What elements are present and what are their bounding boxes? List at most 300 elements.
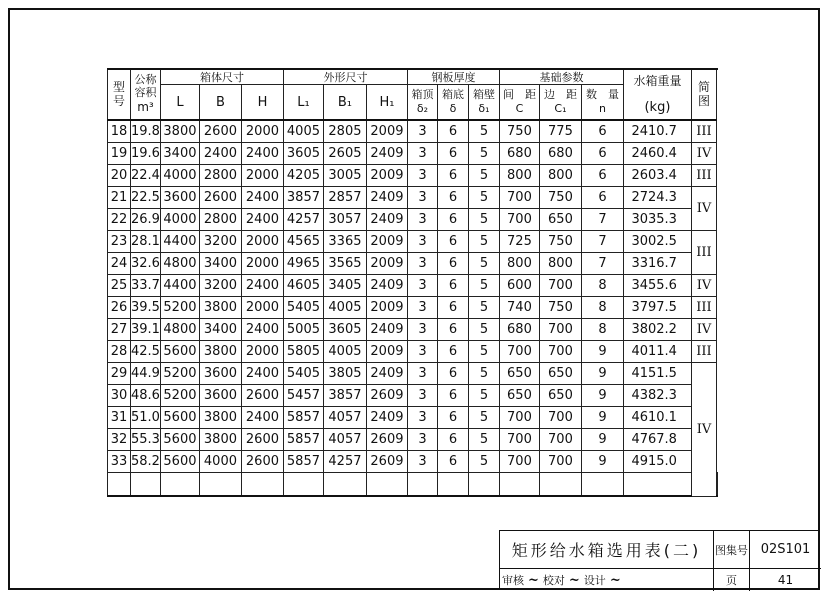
cell-L1: 5405 [283,363,323,385]
cell-w: 3316.7 [623,253,691,275]
cell-n: 9 [581,429,623,451]
header-volume: 公称容积 m³ [131,69,161,120]
cell-d1: 5 [468,407,499,429]
cell-d2: 3 [407,165,437,187]
header-box-dimensions: 箱体尺寸 [160,69,283,85]
cell-B: 3800 [199,341,241,363]
cell-d2: 3 [407,363,437,385]
header-weight: 水箱重量 (kg) [623,69,691,120]
cell-B1: 3405 [323,275,366,297]
cell-C1: 750 [539,187,581,209]
header-plate-thickness: 钢板厚度 [407,69,499,85]
cell-L1: 4605 [283,275,323,297]
cell-w: 3802.2 [623,319,691,341]
cell-H1: 2409 [366,407,407,429]
cell-no: 21 [108,187,131,209]
cell-B1: 3005 [323,165,366,187]
cell-B1: 2857 [323,187,366,209]
cell-w: 4011.4 [623,341,691,363]
table-row [108,429,718,451]
cell-no: 33 [108,451,131,473]
cell-B: 3200 [199,275,241,297]
cell-n: 6 [581,165,623,187]
cell-d2: 3 [407,209,437,231]
cell-L: 5200 [160,297,199,319]
cell-no: 20 [108,165,131,187]
cell-C: 700 [499,451,539,473]
cell-vol: 19.6 [131,143,161,165]
cell-L1: 5405 [283,297,323,319]
cell-B1: 3857 [323,385,366,407]
cell-L1: 4005 [283,120,323,143]
cell-d: 6 [437,275,468,297]
cell-H1: 2009 [366,253,407,275]
cell-d: 6 [437,143,468,165]
cell-w: 4767.8 [623,429,691,451]
cell-n: 7 [581,253,623,275]
cell-w: 4151.5 [623,363,691,385]
cell-d: 6 [437,407,468,429]
atlas-label: 图集号 [714,531,750,569]
cell-B: 3800 [199,429,241,451]
table-row [108,120,718,143]
header-spacing: 间 距 C [499,85,539,121]
header-bottom-plate: 箱底 δ [437,85,468,121]
cell-B1: 4005 [323,341,366,363]
proof-signature: ~ [568,572,580,588]
empty-cell [437,473,468,497]
empty-cell [131,473,161,497]
sheet-title: 矩形给水箱选用表(二) [500,531,714,569]
header-wall-plate: 箱壁 δ₁ [468,85,499,121]
cell-diagram: IV [691,275,716,297]
cell-H: 2000 [241,341,283,363]
empty-cell [468,473,499,497]
cell-d1: 5 [468,120,499,143]
cell-H: 2600 [241,385,283,407]
table-row [108,231,718,253]
cell-B1: 3605 [323,319,366,341]
cell-d2: 3 [407,429,437,451]
cell-vol: 32.6 [131,253,161,275]
cell-d: 6 [437,209,468,231]
cell-vol: 51.0 [131,407,161,429]
cell-diagram: IV [691,319,716,341]
cell-w: 3035.3 [623,209,691,231]
header-B1: B₁ [323,85,366,121]
cell-C: 700 [499,407,539,429]
cell-L: 4000 [160,165,199,187]
design-signature: ~ [609,572,621,588]
cell-B: 2400 [199,143,241,165]
cell-diagram: IV [691,143,716,165]
cell-w: 4382.3 [623,385,691,407]
cell-H: 2400 [241,187,283,209]
cell-L1: 5457 [283,385,323,407]
cell-vol: 39.5 [131,297,161,319]
cell-B: 3600 [199,363,241,385]
cell-B1: 3565 [323,253,366,275]
cell-diagram: III [691,341,716,363]
table-row [108,187,718,209]
cell-d1: 5 [468,275,499,297]
page-number: 41 [777,573,794,587]
cell-C: 680 [499,319,539,341]
cell-d: 6 [437,297,468,319]
cell-d: 6 [437,385,468,407]
empty-row [108,473,718,497]
empty-cell [241,473,283,497]
review-signature: ~ [528,572,539,588]
header-outer-dimensions: 外形尺寸 [283,69,407,85]
cell-C: 800 [499,165,539,187]
cell-L: 4400 [160,231,199,253]
cell-B: 3800 [199,297,241,319]
cell-d2: 3 [407,385,437,407]
cell-C1: 775 [539,120,581,143]
cell-no: 31 [108,407,131,429]
cell-diagram: IV [691,187,716,231]
cell-C1: 700 [539,275,581,297]
proof-label: 校对 [542,574,565,587]
page-label: 页 [714,569,750,591]
table-row [108,385,718,407]
cell-H: 2000 [241,165,283,187]
cell-C: 650 [499,363,539,385]
cell-B: 2800 [199,209,241,231]
cell-d1: 5 [468,363,499,385]
cell-L1: 3605 [283,143,323,165]
cell-C: 700 [499,429,539,451]
cell-B: 2800 [199,165,241,187]
empty-cell [623,473,691,497]
cell-L1: 5857 [283,451,323,473]
cell-d1: 5 [468,165,499,187]
empty-cell [283,473,323,497]
cell-no: 24 [108,253,131,275]
cell-no: 26 [108,297,131,319]
table-row [108,451,718,473]
cell-diagram: III [691,297,716,319]
cell-n: 9 [581,385,623,407]
cell-B: 3200 [199,231,241,253]
table-row [108,297,718,319]
cell-B1: 2805 [323,120,366,143]
table-row [108,407,718,429]
cell-n: 9 [581,451,623,473]
cell-no: 32 [108,429,131,451]
table-row [108,209,718,231]
cell-vol: 39.1 [131,319,161,341]
cell-w: 4915.0 [623,451,691,473]
cell-no: 22 [108,209,131,231]
cell-H1: 2009 [366,120,407,143]
cell-L1: 4257 [283,209,323,231]
cell-L: 5600 [160,407,199,429]
cell-H: 2400 [241,363,283,385]
cell-d1: 5 [468,209,499,231]
cell-d: 6 [437,363,468,385]
cell-C1: 700 [539,341,581,363]
cell-L1: 4565 [283,231,323,253]
header-L1: L₁ [283,85,323,121]
cell-C: 750 [499,120,539,143]
cell-L1: 5857 [283,429,323,451]
cell-d2: 3 [407,297,437,319]
cell-d1: 5 [468,297,499,319]
cell-vol: 55.3 [131,429,161,451]
empty-cell [108,473,131,497]
cell-H1: 2409 [366,319,407,341]
header-foundation-params: 基础参数 [499,69,623,85]
cell-B: 3800 [199,407,241,429]
cell-d: 6 [437,341,468,363]
cell-diagram: III [691,165,716,187]
cell-vol: 42.5 [131,341,161,363]
cell-L1: 5857 [283,407,323,429]
cell-d: 6 [437,429,468,451]
cell-H: 2000 [241,231,283,253]
cell-n: 6 [581,187,623,209]
cell-B1: 2605 [323,143,366,165]
cell-C1: 650 [539,209,581,231]
cell-C: 600 [499,275,539,297]
cell-H1: 2409 [366,275,407,297]
cell-L: 4400 [160,275,199,297]
cell-H1: 2009 [366,231,407,253]
header-H1: H₁ [366,85,407,121]
cell-H: 2400 [241,209,283,231]
cell-B1: 4057 [323,429,366,451]
cell-C: 700 [499,209,539,231]
cell-H: 2600 [241,429,283,451]
cell-diagram: III [691,120,716,143]
cell-C1: 750 [539,297,581,319]
cell-H1: 2609 [366,429,407,451]
cell-H1: 2009 [366,165,407,187]
cell-C: 800 [499,253,539,275]
cell-w: 2603.4 [623,165,691,187]
cell-d2: 3 [407,187,437,209]
cell-L1: 4965 [283,253,323,275]
header-type-no: 型号 [108,69,131,120]
cell-d: 6 [437,231,468,253]
cell-C1: 650 [539,385,581,407]
cell-vol: 58.2 [131,451,161,473]
cell-d1: 5 [468,341,499,363]
atlas-number: 02S101 [750,531,821,569]
cell-n: 9 [581,407,623,429]
cell-C1: 700 [539,429,581,451]
cell-H: 2000 [241,253,283,275]
header-L: L [160,85,199,121]
header-diagram: 简图 [691,69,716,120]
cell-C: 740 [499,297,539,319]
cell-L: 4000 [160,209,199,231]
cell-L: 3400 [160,143,199,165]
cell-L: 5600 [160,429,199,451]
cell-no: 19 [108,143,131,165]
cell-d2: 3 [407,143,437,165]
approval-row [500,569,714,591]
cell-vol: 19.8 [131,120,161,143]
cell-L1: 3857 [283,187,323,209]
cell-d: 6 [437,165,468,187]
cell-no: 30 [108,385,131,407]
cell-no: 27 [108,319,131,341]
cell-B: 3400 [199,319,241,341]
cell-n: 6 [581,143,623,165]
cell-B: 3400 [199,253,241,275]
cell-d1: 5 [468,429,499,451]
cell-H1: 2409 [366,209,407,231]
cell-L: 4800 [160,253,199,275]
cell-L: 3800 [160,120,199,143]
empty-cell [499,473,539,497]
cell-d1: 5 [468,385,499,407]
table-row [108,275,718,297]
cell-L: 5600 [160,341,199,363]
cell-H1: 2609 [366,451,407,473]
table-row [108,341,718,363]
cell-n: 8 [581,275,623,297]
header-quantity: 数 量 n [581,85,623,121]
cell-d1: 5 [468,187,499,209]
cell-H1: 2409 [366,187,407,209]
cell-B1: 3057 [323,209,366,231]
empty-cell [581,473,623,497]
cell-n: 6 [581,120,623,143]
cell-H: 2600 [241,451,283,473]
cell-H: 2400 [241,275,283,297]
cell-vol: 22.4 [131,165,161,187]
cell-C: 680 [499,143,539,165]
cell-vol: 22.5 [131,187,161,209]
cell-L1: 5005 [283,319,323,341]
cell-C: 700 [499,187,539,209]
cell-H: 2400 [241,143,283,165]
cell-d: 6 [437,319,468,341]
cell-C1: 700 [539,319,581,341]
table-row [108,363,718,385]
cell-w: 3455.6 [623,275,691,297]
cell-vol: 26.9 [131,209,161,231]
cell-d2: 3 [407,275,437,297]
cell-B: 4000 [199,451,241,473]
header-H: H [241,85,283,121]
cell-n: 9 [581,363,623,385]
empty-cell [407,473,437,497]
cell-n: 9 [581,341,623,363]
cell-C1: 800 [539,165,581,187]
cell-vol: 44.9 [131,363,161,385]
cell-d1: 5 [468,231,499,253]
cell-H1: 2409 [366,363,407,385]
header-edge-distance: 边 距 C₁ [539,85,581,121]
cell-d1: 5 [468,319,499,341]
cell-d2: 3 [407,120,437,143]
cell-H: 2000 [241,297,283,319]
cell-no: 25 [108,275,131,297]
cell-L: 4800 [160,319,199,341]
cell-n: 7 [581,209,623,231]
cell-no: 23 [108,231,131,253]
cell-no: 18 [108,120,131,143]
cell-L: 5600 [160,451,199,473]
table-row [108,165,718,187]
design-label: 设计 [583,574,606,587]
cell-d2: 3 [407,253,437,275]
cell-w: 3002.5 [623,231,691,253]
cell-d2: 3 [407,341,437,363]
cell-H: 2000 [241,120,283,143]
cell-B1: 3805 [323,363,366,385]
cell-B: 2600 [199,187,241,209]
cell-vol: 33.7 [131,275,161,297]
cell-d: 6 [437,253,468,275]
cell-L1: 4205 [283,165,323,187]
cell-d1: 5 [468,451,499,473]
cell-B: 2600 [199,120,241,143]
cell-H1: 2009 [366,341,407,363]
cell-n: 8 [581,319,623,341]
cell-C1: 750 [539,231,581,253]
cell-B1: 4057 [323,407,366,429]
cell-L: 3600 [160,187,199,209]
cell-B: 3600 [199,385,241,407]
cell-no: 29 [108,363,131,385]
water-tank-selection-table [107,68,718,497]
cell-C1: 700 [539,407,581,429]
cell-C1: 650 [539,363,581,385]
empty-cell [323,473,366,497]
cell-B1: 4257 [323,451,366,473]
table-body [108,120,718,496]
table-row [108,253,718,275]
empty-cell [716,473,717,497]
table-row [108,319,718,341]
cell-H1: 2609 [366,385,407,407]
cell-C1: 800 [539,253,581,275]
header-top-plate: 箱顶 δ₂ [407,85,437,121]
cell-d1: 5 [468,143,499,165]
cell-w: 2724.3 [623,187,691,209]
cell-d2: 3 [407,407,437,429]
cell-diagram: IV [691,363,716,497]
empty-cell [366,473,407,497]
cell-L: 5200 [160,385,199,407]
cell-w: 2410.7 [623,120,691,143]
cell-vol: 28.1 [131,231,161,253]
cell-n: 7 [581,231,623,253]
cell-w: 2460.4 [623,143,691,165]
cell-vol: 48.6 [131,385,161,407]
title-block [499,530,820,590]
cell-d: 6 [437,120,468,143]
cell-d: 6 [437,187,468,209]
cell-d1: 5 [468,253,499,275]
cell-w: 3797.5 [623,297,691,319]
cell-H: 2400 [241,319,283,341]
cell-d2: 3 [407,231,437,253]
cell-C: 700 [499,341,539,363]
cell-L: 5200 [160,363,199,385]
cell-H: 2400 [241,407,283,429]
review-label: 审核 [502,574,524,587]
cell-d2: 3 [407,319,437,341]
cell-B1: 4005 [323,297,366,319]
cell-C1: 700 [539,451,581,473]
